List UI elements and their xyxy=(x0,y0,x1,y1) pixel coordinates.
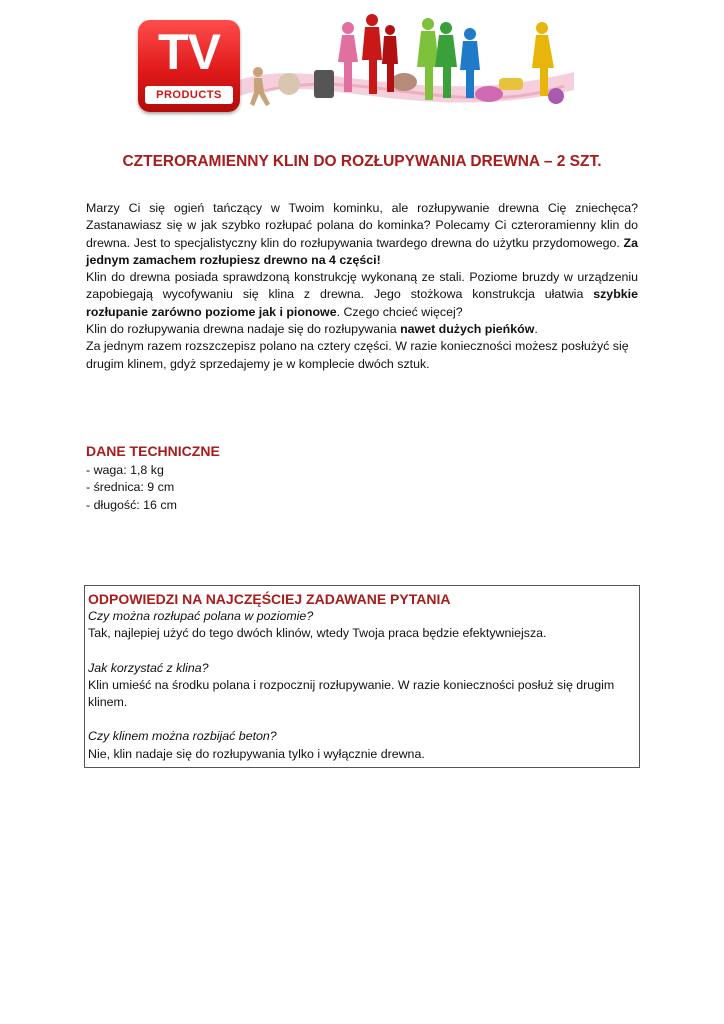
person-green-icon xyxy=(435,22,457,98)
product-thumb-icon xyxy=(391,73,417,91)
person-pink-icon xyxy=(338,22,358,92)
spec-item: - waga: 1,8 kg xyxy=(86,463,164,477)
product-thumb-icon xyxy=(314,70,334,98)
faq-question: Czy klinem można rozbijać beton? xyxy=(88,729,277,744)
logo-tv-text: TV xyxy=(158,24,220,80)
faq-item xyxy=(88,608,636,643)
description-text: Marzy Ci się ogień tańczący w Twoim kominku, ale rozłupywanie drewna Cię zniechęca? Zastanawiasz się w jak szybko rozłupać polana do kominka? Polecamy Ci czteroramienny klin do drewna. Jest to specjalistyczny klin do rozłupywania twardego drewna do użytku przydomowego. xyxy=(86,201,638,250)
spec-item: - średnica: 9 cm xyxy=(86,480,175,495)
people-silhouettes-graphic xyxy=(244,12,574,112)
page-title: CZTERORAMIENNY KLIN DO ROZŁUPYWANIA DREWNA – 2 SZT. xyxy=(122,153,602,170)
description-paragraph xyxy=(86,321,638,338)
logo-products-text: PRODUCTS xyxy=(145,86,233,104)
person-red-icon xyxy=(362,14,382,94)
product-thumb-icon xyxy=(499,78,523,90)
description-bold-text: nawet dużych pieńków xyxy=(400,322,535,337)
product-description xyxy=(86,200,638,373)
faq-answer: Nie, klin nadaje się do rozłupywania tylko i wyłącznie drewna. xyxy=(88,746,425,761)
specs-list xyxy=(86,462,177,514)
product-thumb-icon xyxy=(548,88,564,104)
description-paragraph: Za jednym razem rozszczepisz polano na cztery części. W razie konieczności możesz posłużyć się drugim klinem, gdyż sprzedajemy je w komplecie dwóch sztuk. xyxy=(86,339,629,371)
faq-answer: Klin umieść na środku polana i rozpocznij rozłupywanie. W razie konieczności posłuż się drugim klinem. xyxy=(88,677,615,710)
description-text: Klin do rozłupywania drewna nadaje się do rozłupywania xyxy=(86,322,401,337)
faq-item xyxy=(88,660,636,712)
description-text: . xyxy=(534,322,538,337)
description-text: . Czego chcieć więcej? xyxy=(336,304,463,319)
description-paragraph xyxy=(86,200,638,269)
product-thumb-icon xyxy=(475,86,503,102)
faq-question: Jak korzystać z klina? xyxy=(88,660,209,675)
specs-heading: DANE TECHNICZNE xyxy=(86,443,220,459)
runner-figure-icon xyxy=(250,67,270,106)
person-green-icon xyxy=(417,18,439,100)
person-yellow-icon xyxy=(532,22,554,96)
faq-heading: ODPOWIEDZI NA NAJCZĘŚCIEJ ZADAWANE PYTANIA xyxy=(88,591,451,607)
tv-products-logo xyxy=(138,20,240,112)
product-thumb-icon xyxy=(278,73,300,95)
faq-question: Czy można rozłupać polana w poziomie? xyxy=(88,609,314,623)
spec-item: - długość: 16 cm xyxy=(86,497,177,512)
faq-item xyxy=(88,728,636,763)
description-bold-text: szybkie rozłupanie zarówno poziome jak i pionowe xyxy=(86,287,638,319)
faq-answer: Tak, najlepiej użyć do tego dwóch klinów, wtedy Twoja praca będzie efektywniejsza. xyxy=(88,626,547,641)
description-paragraph xyxy=(86,269,638,321)
header-banner xyxy=(134,12,574,112)
description-text: Klin do drewna posiada sprawdzoną konstrukcję wykonaną ze stali. Poziome bruzdy w urządzeniu zapobiegają wycofywaniu się klina z drewna. Jego stożkowa konstrukcja ułatwia xyxy=(86,270,638,302)
faq-box xyxy=(84,585,640,768)
description-bold-text: Za jednym zamachem rozłupiesz drewno na 4 części! xyxy=(86,235,638,267)
person-blue-icon xyxy=(460,28,480,98)
